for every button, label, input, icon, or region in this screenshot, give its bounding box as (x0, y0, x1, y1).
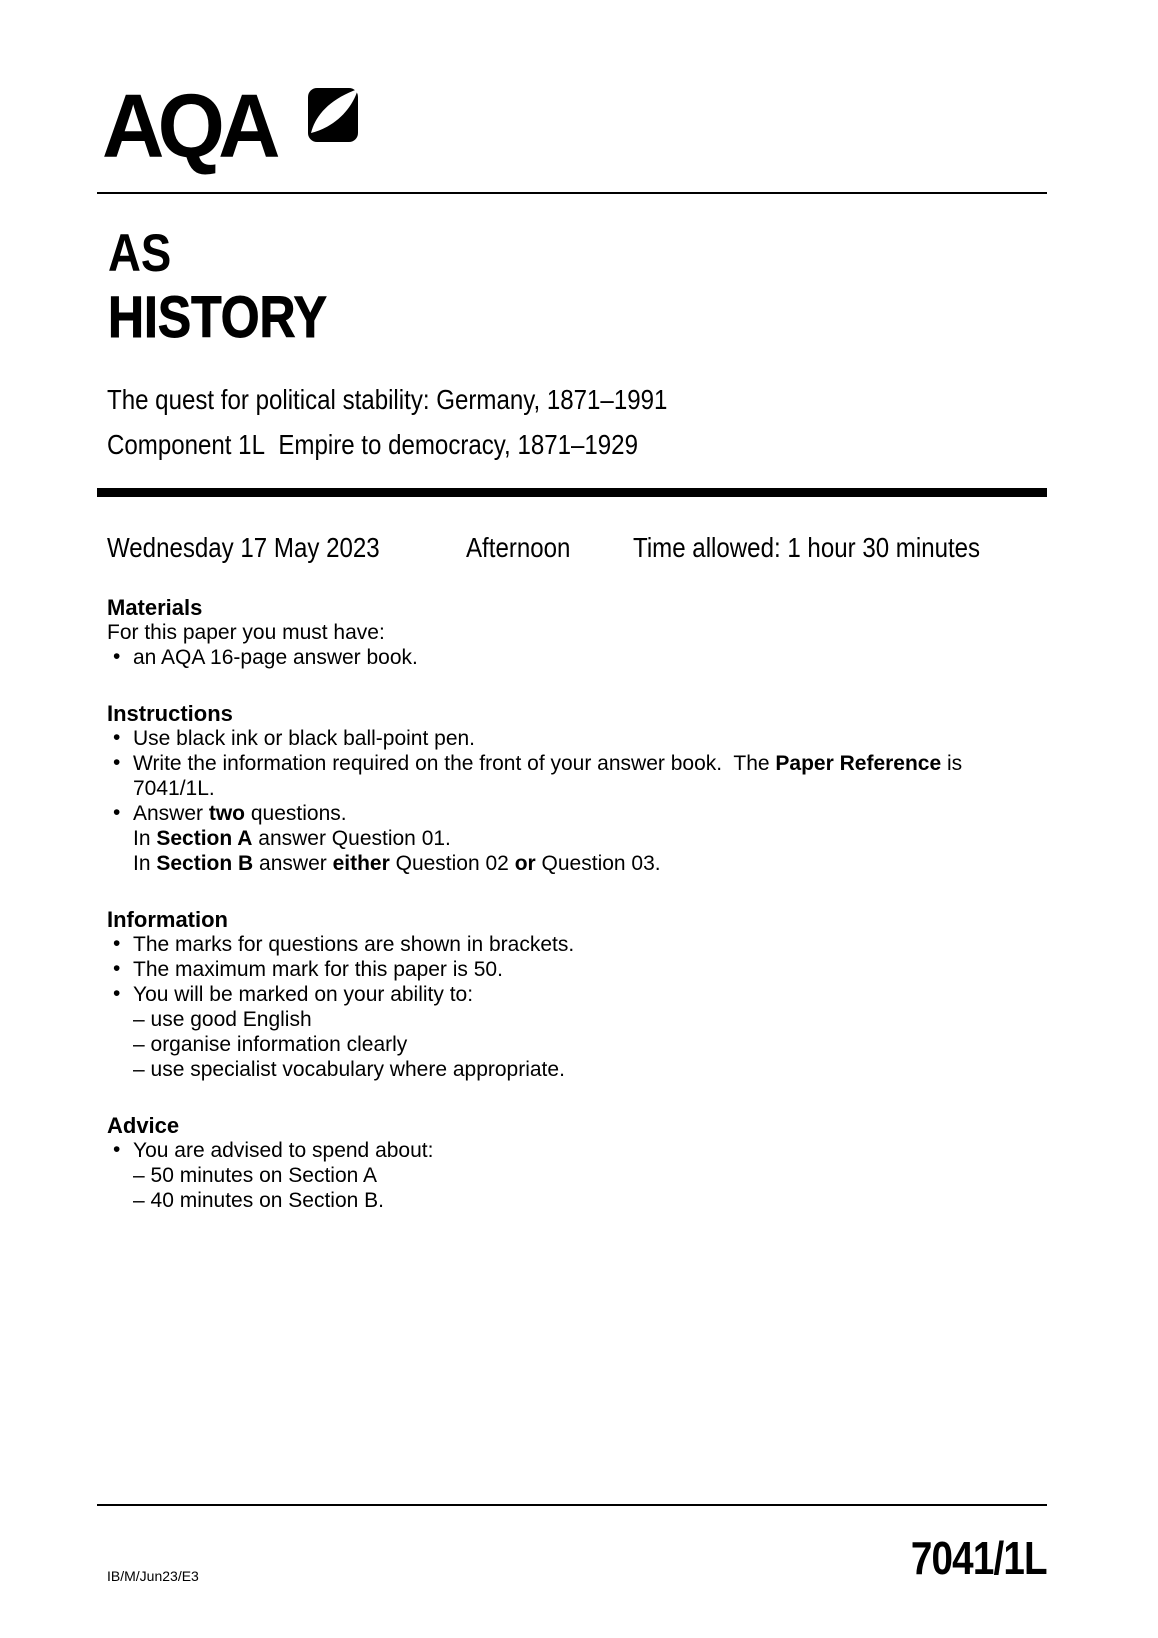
advice-item: • You are advised to spend about: (107, 1138, 1047, 1163)
advice-heading: Advice (107, 1113, 180, 1138)
instructions-item: • Use black ink or black ball-point pen. (107, 726, 1047, 751)
time-allowed: Time allowed: 1 hour 30 minutes (633, 532, 981, 563)
section-materials (107, 595, 1047, 670)
exam-level-title: AS (108, 224, 172, 283)
section-advice (107, 1113, 1047, 1213)
advice-subitem: – 50 minutes on Section A (133, 1164, 377, 1187)
instructions-item-continuation: 7041/1L. (133, 777, 215, 800)
exam-date: Wednesday 17 May 2023 (107, 532, 380, 563)
paper-reference: 7041/1L (911, 1532, 1047, 1584)
information-subitem: – use specialist vocabulary where appropriate. (133, 1058, 565, 1081)
information-item: • The marks for questions are shown in brackets. (107, 932, 1047, 957)
information-heading: Information (107, 907, 228, 932)
paper-topic: The quest for political stability: Germany, 1871–1991 (107, 384, 668, 415)
exam-session: Afternoon (466, 532, 571, 563)
instructions-item-continuation: In Section B answer either Question 02 or Question 03. (133, 852, 661, 875)
materials-intro: For this paper you must have: (107, 621, 385, 644)
aqa-logo-wordmark: AQA (102, 77, 274, 177)
materials-heading: Materials (107, 595, 203, 620)
section-instructions (107, 701, 1047, 876)
issue-code: IB/M/Jun23/E3 (107, 1568, 199, 1584)
instructions-item: • Answer two questions. (107, 801, 1047, 826)
materials-item: • an AQA 16-page answer book. (107, 645, 1047, 670)
paper-component: Component 1L Empire to democracy, 1871–1929 (107, 429, 638, 460)
instructions-item-continuation: In Section A answer Question 01. (133, 827, 451, 850)
title-divider (97, 488, 1047, 497)
information-subitem: – organise information clearly (133, 1033, 408, 1056)
footer-divider (97, 1504, 1047, 1506)
instructions-item: • Write the information required on the front of your answer book. The Paper Reference is (107, 751, 1047, 776)
information-item: • You will be marked on your ability to: (107, 982, 1047, 1007)
instructions-heading: Instructions (107, 701, 233, 726)
exam-subject-title: HISTORY (108, 285, 327, 350)
section-information (107, 907, 1047, 1082)
information-item: • The maximum mark for this paper is 50. (107, 957, 1047, 982)
advice-subitem: – 40 minutes on Section B. (133, 1189, 384, 1212)
cover-instructions-content (107, 595, 1047, 1213)
header-divider (97, 192, 1047, 194)
information-subitem: – use good English (133, 1008, 312, 1031)
aqa-leaf-icon (308, 88, 358, 142)
